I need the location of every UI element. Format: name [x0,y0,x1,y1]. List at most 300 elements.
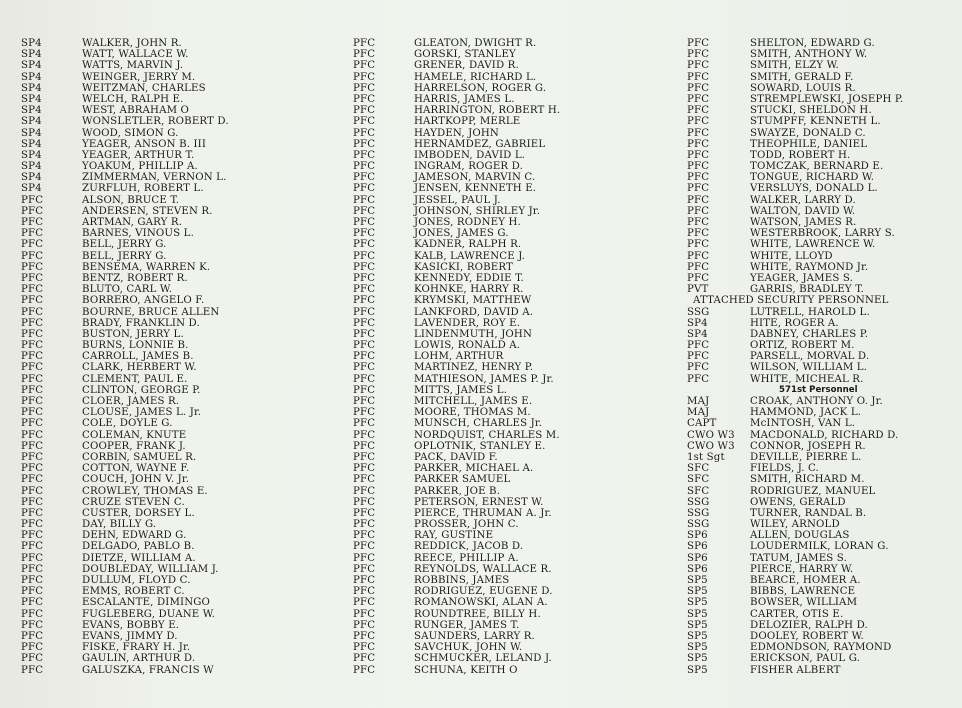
rank-label: SP6 [687,552,708,564]
person-name: PARKER SAMUEL [414,474,511,486]
person-name: HARRINGTON, ROBERT H. [414,105,561,117]
person-name: HAMMOND, JACK L. [750,407,862,419]
person-name: WALTON, DAVID W. [750,205,856,217]
roster-entry [21,183,229,194]
roster-entry [353,161,560,172]
rank-label: SP6 [687,530,708,542]
person-name: WEST, ABRAHAM O [82,105,190,117]
person-name: PROSSER, JOHN C. [414,519,519,531]
rank-label: PVT [687,284,709,296]
person-name: ALSON, BRUCE T. [82,194,180,206]
rank-label: CWO W3 [687,429,735,441]
rank-label: PFC [687,351,710,363]
person-name: JONES, JAMES G. [414,228,509,240]
rank-label: PFC [687,183,710,195]
roster-entry [21,407,229,418]
rank-label: SP5 [687,575,708,586]
rank-label: SP4 [21,82,42,94]
roster-entry [687,273,903,284]
person-name: DEHN, EDWARD G. [82,530,187,542]
person-name: KALB, LAWRENCE J. [414,250,526,262]
roster-entry [687,340,903,351]
rank-label: SSG [687,519,710,531]
roster-entry [687,183,903,194]
roster-entry [687,642,903,653]
rank-label: PFC [21,642,44,654]
roster-entry [353,597,560,608]
roster-entry [353,251,560,262]
rank-label: PFC [21,541,44,553]
roster-entry [353,486,560,497]
rank-label: CWO W3 [687,440,735,452]
person-name: IMBODEN, DAVID L. [414,149,526,161]
person-name: SMITH, RICHARD M. [750,474,865,486]
person-name: RAY, GUSTINE [414,530,494,542]
rank-label: PFC [21,630,44,642]
person-name: DELOZIER, RALPH D. [750,619,868,631]
roster-entry [21,251,229,262]
roster-entry [687,463,903,474]
rank-label: SP5 [687,586,708,598]
roster-entry [21,72,229,83]
roster-entry [687,486,903,497]
person-name: ESCALANTE, DIMINGO [82,597,211,609]
rank-label: PFC [353,172,376,184]
person-name: COUCH, JOHN V. Jr. [82,474,190,486]
rank-label: PFC [687,340,710,352]
person-name: RODRIGUEZ, MANUEL [750,485,876,497]
roster-entry [687,116,903,127]
roster-entry [353,541,560,552]
rank-label: PFC [353,284,376,296]
person-name: MITTS, JAMES L. [414,384,508,396]
rank-label: PFC [21,340,44,352]
roster-entry [687,362,903,373]
roster-entry [353,586,560,597]
rank-label: PFC [21,586,44,598]
roster-entry [687,418,903,429]
rank-label: PFC [21,384,44,396]
rank-label: PFC [353,116,376,128]
rank-label: PFC [687,205,710,217]
rank-label: PFC [687,138,710,150]
rank-label: SFC [687,485,710,497]
roster-entry [21,284,229,295]
person-name: TOMCZAK, BERNARD E. [750,161,884,173]
person-name: LOWIS, RONALD A. [414,340,521,352]
roster-entry [353,150,560,161]
person-name: BORRERO, ANGELO F. [82,295,205,307]
roster-entry [353,653,560,664]
roster-entry [687,530,903,541]
roster-entry [353,665,560,676]
roster-entry [21,60,229,71]
roster-entry [353,139,560,150]
person-name: CARTER, OTIS E. [750,608,844,620]
person-name: LOHM, ARTHUR [414,351,504,363]
rank-label: SSG [687,496,710,508]
roster-entry [687,195,903,206]
rank-label: PFC [353,183,376,195]
rank-label: PFC [353,396,376,407]
person-name: WATTS, MARVIN J. [82,60,184,72]
rank-label: PFC [21,563,44,575]
person-name: MARTINEZ, HENRY P. [414,362,534,374]
rank-label: PFC [21,351,44,363]
person-name: SMITH, GERALD F. [750,71,854,83]
rank-label: MAJ [687,396,710,407]
person-name: CUSTER, DORSEY L. [82,507,195,519]
rank-label: PFC [353,317,376,329]
roster-entry [21,374,229,385]
person-name: LOUDERMILK, LORAN G. [750,541,889,553]
person-name: RUNGER, JAMES T. [414,619,520,631]
rank-label: SP4 [21,71,42,83]
rank-label: PFC [687,149,710,161]
roster-entry [687,374,903,385]
roster-entry [687,553,903,564]
rank-label: PFC [353,105,376,117]
roster-entry [21,206,229,217]
person-name: CLOUSE, JAMES L. Jr. [82,407,202,419]
rank-label: PFC [21,205,44,217]
person-name: SCHMUCKER, LELAND J. [414,653,552,665]
rank-label: PFC [21,194,44,206]
rank-label: SP5 [687,653,708,665]
roster-entry [21,139,229,150]
person-name: ROBBINS, JAMES [414,575,510,586]
person-name: YOAKUM, PHILLIP A. [82,161,198,173]
roster-entry [21,295,229,306]
person-name: KRYMSKI, MATTHEW [414,295,532,307]
roster-entry [687,172,903,183]
person-name: VERSLUYS, DONALD L. [750,183,878,195]
roster-entry [21,530,229,541]
rank-label: PFC [353,541,376,553]
person-name: TURNER, RANDAL B. [750,507,867,519]
person-name: SMITH, ANTHONY W. [750,49,868,61]
person-name: CLEMENT, PAUL E. [82,373,188,385]
roster-entry [21,329,229,340]
person-name: ROUNDTREE, BILLY H. [414,608,541,620]
rank-label: PFC [353,228,376,240]
rank-label: PFC [687,105,710,117]
person-name: BOWSER, WILLIAM [750,597,858,609]
rank-label: PFC [21,530,44,542]
roster-column-1 [21,38,229,676]
rank-label: PFC [353,194,376,206]
person-name: REYNOLDS, WALLACE R. [414,563,552,575]
person-name: WALKER, JOHN R. [82,38,182,49]
person-name: HITE, ROGER A. [750,317,839,329]
rank-label: PFC [353,630,376,642]
person-name: YEAGER, ARTHUR T. [82,149,195,161]
roster-entry [21,463,229,474]
rank-label: SP4 [21,127,42,139]
person-name: MACDONALD, RICHARD D. [750,429,899,441]
rank-label: SP4 [21,38,42,49]
roster-entry [687,609,903,620]
rank-label: PFC [353,362,376,374]
roster-entry [21,318,229,329]
rank-label: SP4 [21,161,42,173]
person-name: SCHUNA, KEITH O [414,664,518,676]
rank-label: PFC [353,127,376,139]
rank-label: PFC [21,619,44,631]
person-name: EVANS, BOBBY E. [82,619,180,631]
roster-entry [353,239,560,250]
person-name: REDDICK, JACOB D. [414,541,524,553]
person-name: STREMPLEWSKI, JOSEPH P. [750,93,904,105]
roster-entry [353,620,560,631]
person-name: LINDENMUTH, JOHN [414,328,533,340]
rank-label: PFC [21,373,44,385]
rank-label: PFC [353,373,376,385]
roster-entry [687,217,903,228]
roster-entry [687,329,903,340]
roster-entry [687,586,903,597]
roster-entry [687,564,903,575]
rank-label: PFC [687,116,710,128]
person-name: WATSON, JAMES R. [750,217,857,228]
person-name: STUMPFF, KENNETH L. [750,116,881,128]
roster-entry [21,631,229,642]
rank-label: PFC [21,272,44,284]
rank-label: PFC [21,474,44,486]
person-name: GORSKI, STANLEY [414,49,516,61]
roster-entry [687,541,903,552]
person-name: BURNS, LONNIE B. [82,340,189,352]
person-name: WEINGER, JERRY M. [82,71,196,83]
person-name: WHITE, MICHEAL R. [750,373,864,385]
roster-entry [21,396,229,407]
person-name: GLEATON, DWIGHT R. [414,38,537,49]
person-name: BOURNE, BRUCE ALLEN [82,306,220,318]
roster-entry [21,307,229,318]
rank-label: PFC [353,619,376,631]
rank-label: PFC [353,653,376,665]
roster-entry [21,161,229,172]
person-name: MATHIESON, JAMES P. Jr. [414,373,554,385]
person-name: PACK, DAVID F. [414,451,498,463]
person-name: COLE, DOYLE G. [82,418,173,430]
rank-label: SP5 [687,597,708,609]
rank-label: PFC [353,340,376,352]
roster-entry [687,474,903,485]
roster-entry [687,508,903,519]
roster-entry [21,195,229,206]
person-name: PIERCE, THRUMAN A. Jr. [414,507,552,519]
person-name: LANKFORD, DAVID A. [414,306,534,318]
person-name: WONSLETLER, ROBERT D. [82,116,229,128]
roster-entry [687,519,903,530]
roster-entry [353,463,560,474]
rank-label: PFC [353,93,376,105]
roster-entry [353,474,560,485]
roster-entry [353,508,560,519]
person-name: ZURFLUH, ROBERT L. [82,183,204,195]
roster-entry [21,362,229,373]
person-name: FIELDS, J. C. [750,463,819,475]
person-name: BELL, JERRY G. [82,239,167,251]
person-name: FISHER ALBERT [750,664,841,676]
person-name: DEVILLE, PIERRE L. [750,451,862,463]
rank-label: PFC [353,261,376,273]
person-name: ARTMAN, GARY R. [82,217,183,228]
rank-label: PFC [21,317,44,329]
rank-label: PFC [353,306,376,318]
person-name: WHITE, RAYMOND Jr. [750,261,869,273]
rank-label: SP5 [687,608,708,620]
person-name: GALUSZKA, FRANCIS W [82,664,214,676]
roster-entry [687,49,903,60]
rank-label: PFC [21,407,44,419]
roster-entry [353,407,560,418]
person-name: RODRIGUEZ, EUGENE D. [414,586,553,598]
rank-label: PFC [353,82,376,94]
rank-label: SP5 [687,642,708,654]
roster-entry [353,195,560,206]
rank-label: PFC [21,496,44,508]
rank-label: SP5 [687,630,708,642]
rank-label: PFC [353,49,376,61]
roster-entry [21,105,229,116]
roster-entry [687,597,903,608]
roster-entry [687,206,903,217]
roster-entry [687,262,903,273]
person-name: CONNOR, JOSEPH R. [750,440,866,452]
roster-entry [687,665,903,676]
roster-entry [353,284,560,295]
rank-label: PFC [21,440,44,452]
rank-label: PFC [21,485,44,497]
roster-entry [353,430,560,441]
person-name: JOHNSON, SHIRLEY Jr. [414,205,541,217]
rank-label: SP6 [687,563,708,575]
roster-entry [21,441,229,452]
person-name: HAYDEN, JOHN [414,127,499,139]
roster-entry [21,228,229,239]
rank-label: PFC [353,295,376,307]
person-name: BLUTO, CARL W. [82,284,173,296]
rank-label: PFC [353,149,376,161]
person-name: DIETZE, WILLIAM A. [82,552,196,564]
person-name: ANDERSEN, STEVEN R. [82,205,213,217]
roster-entry [21,642,229,653]
roster-entry [687,318,903,329]
roster-entry [353,60,560,71]
person-name: JAMESON, MARVIN C. [414,172,536,184]
roster-entry [353,497,560,508]
person-name: EMMS, ROBERT C. [82,586,185,598]
rank-label: PFC [353,575,376,586]
person-name: HAMELE, RICHARD L. [414,71,537,83]
rank-label: PFC [21,228,44,240]
rank-label: PFC [353,429,376,441]
person-name: WOOD, SIMON G. [82,127,179,139]
person-name: OPLOTNIK, STANLEY E. [414,440,546,452]
person-name: ROMANOWSKI, ALAN A. [414,597,548,609]
rank-label: PFC [353,328,376,340]
person-name: PARSELL, MORVAL D. [750,351,870,363]
roster-entry [21,385,229,396]
roster-entry [353,217,560,228]
rank-label: SFC [687,463,710,475]
rank-label: SP4 [21,49,42,61]
person-name: NORDQUIST, CHARLES M. [414,429,560,441]
roster-entry [687,307,903,318]
person-name: ZIMMERMAN, VERNON L. [82,172,227,184]
person-name: WHITE, LLOYD [750,250,833,262]
roster-entry [21,508,229,519]
rank-label: PFC [353,239,376,251]
person-name: HARRELSON, ROGER G. [414,82,547,94]
roster-entry [687,150,903,161]
roster-entry [21,474,229,485]
rank-label: PFC [353,161,376,173]
person-name: DOUBLEDAY, WILLIAM J. [82,563,219,575]
rank-label: PFC [21,575,44,586]
rank-label: PFC [353,451,376,463]
roster-entry [21,116,229,127]
roster-entry [687,407,903,418]
person-name: TONGUE, RICHARD W. [750,172,875,184]
person-name: MUNSCH, CHARLES Jr. [414,418,543,430]
roster-entry [21,575,229,586]
person-name: JESSEL, PAUL J. [414,194,501,206]
person-name: YEAGER, JAMES S. [750,272,854,284]
roster-entry [687,161,903,172]
roster-entry [21,38,229,49]
rank-label: PFC [353,608,376,620]
rank-label: PFC [353,530,376,542]
roster-entry [353,228,560,239]
rank-label: SSG [687,507,710,519]
rank-label: PFC [353,138,376,150]
roster-entry [21,620,229,631]
rank-label: MAJ [687,407,710,419]
rank-label: PFC [353,272,376,284]
person-name: SWAYZE, DONALD C. [750,127,866,139]
person-name: DAY, BILLY G. [82,519,157,531]
roster-entry [21,486,229,497]
rank-label: SP5 [687,619,708,631]
rank-label: PFC [687,373,710,385]
rank-label: PFC [687,239,710,251]
roster-entry [21,172,229,183]
roster-entry [353,83,560,94]
roster-entry [687,284,903,295]
person-name: CRUZE STEVEN C. [82,496,185,508]
person-name: KASICKI, ROBERT [414,261,513,273]
person-name: COOPER, FRANK J. [82,440,186,452]
rank-label: PFC [21,396,44,407]
person-name: LAVENDER, ROY E. [414,317,521,329]
rank-label: PFC [21,429,44,441]
rank-label: SP6 [687,541,708,553]
roster-entry [687,83,903,94]
rank-label: SSG [687,306,710,318]
person-name: SHELTON, EDWARD G. [750,38,875,49]
roster-entry [21,553,229,564]
roster-entry [353,94,560,105]
rank-label: PFC [353,485,376,497]
roster-entry [21,665,229,676]
roster-entry [21,541,229,552]
rank-label: PFC [21,451,44,463]
roster-entry [21,597,229,608]
rank-label: PFC [21,250,44,262]
